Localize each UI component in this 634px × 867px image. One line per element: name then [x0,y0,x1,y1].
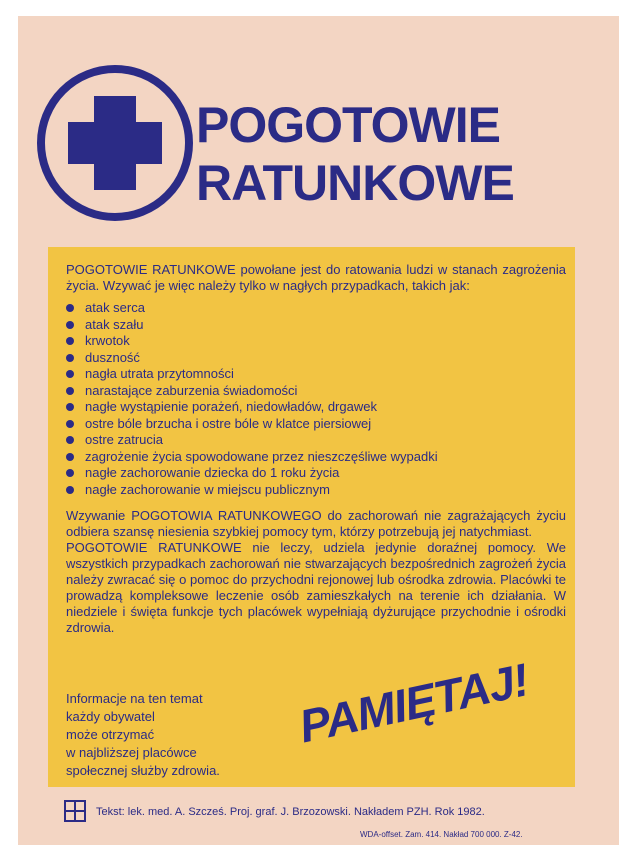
info-line: każdy obywatel [66,709,155,724]
paragraph-2: POGOTOWIE RATUNKOWE nie leczy, udziela jedynie doraźnej pomocy. We wszystkich przypadkach zachorowań nie stwarzających bezpośrednich zagrożeń życia należy zwracać się o pomoc do przychodni rejonowej lub ośrodka zdrowia. Placówki te prowadzą kompleksowe leczenie osób zamieszkałych na terenie ich działania. W niedziele i święta funkcje tych placówek wypełniają dyżurujące przychodnie i ośrodki zdrowia. [66,540,566,635]
page-title [196,96,596,212]
list-item-label: krwotok [85,333,130,348]
list-item-label: ostre zatrucia [85,432,164,447]
bullet-icon [66,469,74,477]
info-line: społecznej służby zdrowia. [66,763,220,778]
list-item-label: atak szału [85,316,144,332]
list-item-label: atak serca [85,300,145,315]
footer-credits: Tekst: lek. med. A. Szcześ. Proj. graf. J. Brzozowski. Nakładem PZH. Rok 1982. [96,806,485,818]
list-item-label: nagła utrata przytomności [85,366,234,381]
list-item-label: nagłe wystąpienie porażeń, niedowładów, drgawek [85,399,377,414]
bullet-icon [66,486,74,494]
panel-text [66,262,566,636]
list-item [66,317,566,334]
title-line-1: POGOTOWIE [196,97,500,153]
list-item [66,333,566,350]
list-item [66,465,566,482]
remember-slogan: PAMIĘTAJ! [294,653,533,753]
title-line-2: RATUNKOWE [196,155,514,211]
list-item [66,399,566,416]
intro-text: POGOTOWIE RATUNKOWE powołane jest do ratowania ludzi w stanach zagrożenia życia. Wzywać je więc należy tylko w nagłych przypadkach, takich jak: [66,262,566,293]
conditions-list [66,300,566,498]
bullet-icon [66,321,74,329]
bullet-icon [66,370,74,378]
publisher-logo-icon [64,800,86,822]
bullet-icon [66,387,74,395]
print-info: WDA-offset. Zam. 414. Nakład 700 000. Z-42. [360,830,523,839]
list-item-label: nagłe zachorowanie dziecka do 1 roku życia [85,465,340,480]
bullet-icon [66,354,74,362]
bullet-icon [66,403,74,411]
info-block [66,690,266,780]
info-line: Informacje na ten temat [66,691,203,706]
bullet-icon [66,420,74,428]
list-item-label: ostre bóle brzucha i ostre bóle w klatce piersiowej [85,415,372,431]
list-item-label: narastające zaburzenia świadomości [85,382,298,398]
list-item [66,300,566,317]
list-item-label: nagłe zachorowanie w miejscu publicznym [85,481,330,497]
list-item [66,350,566,367]
list-item-label: duszność [85,349,140,365]
list-item-label: zagrożenie życia spowodowane przez nieszczęśliwe wypadki [85,448,438,464]
paragraph-1: Wzywanie POGOTOWIA RATUNKOWEGO do zachorowań nie zagrażających życiu odbiera szansę niesienia szybkiej pomocy tym, którzy potrzebują jej natychmiast. [66,508,566,539]
list-item [66,416,566,433]
list-item [66,482,566,499]
bullet-icon [66,304,74,312]
info-line: może otrzymać [66,727,155,742]
info-line: w najbliższej placówce [66,745,197,760]
list-item [66,449,566,466]
bullet-icon [66,436,74,444]
list-item [66,383,566,400]
bullet-icon [66,337,74,345]
list-item [66,366,566,383]
bullet-icon [66,453,74,461]
list-item [66,432,566,449]
red-cross-emblem-icon [34,62,196,224]
